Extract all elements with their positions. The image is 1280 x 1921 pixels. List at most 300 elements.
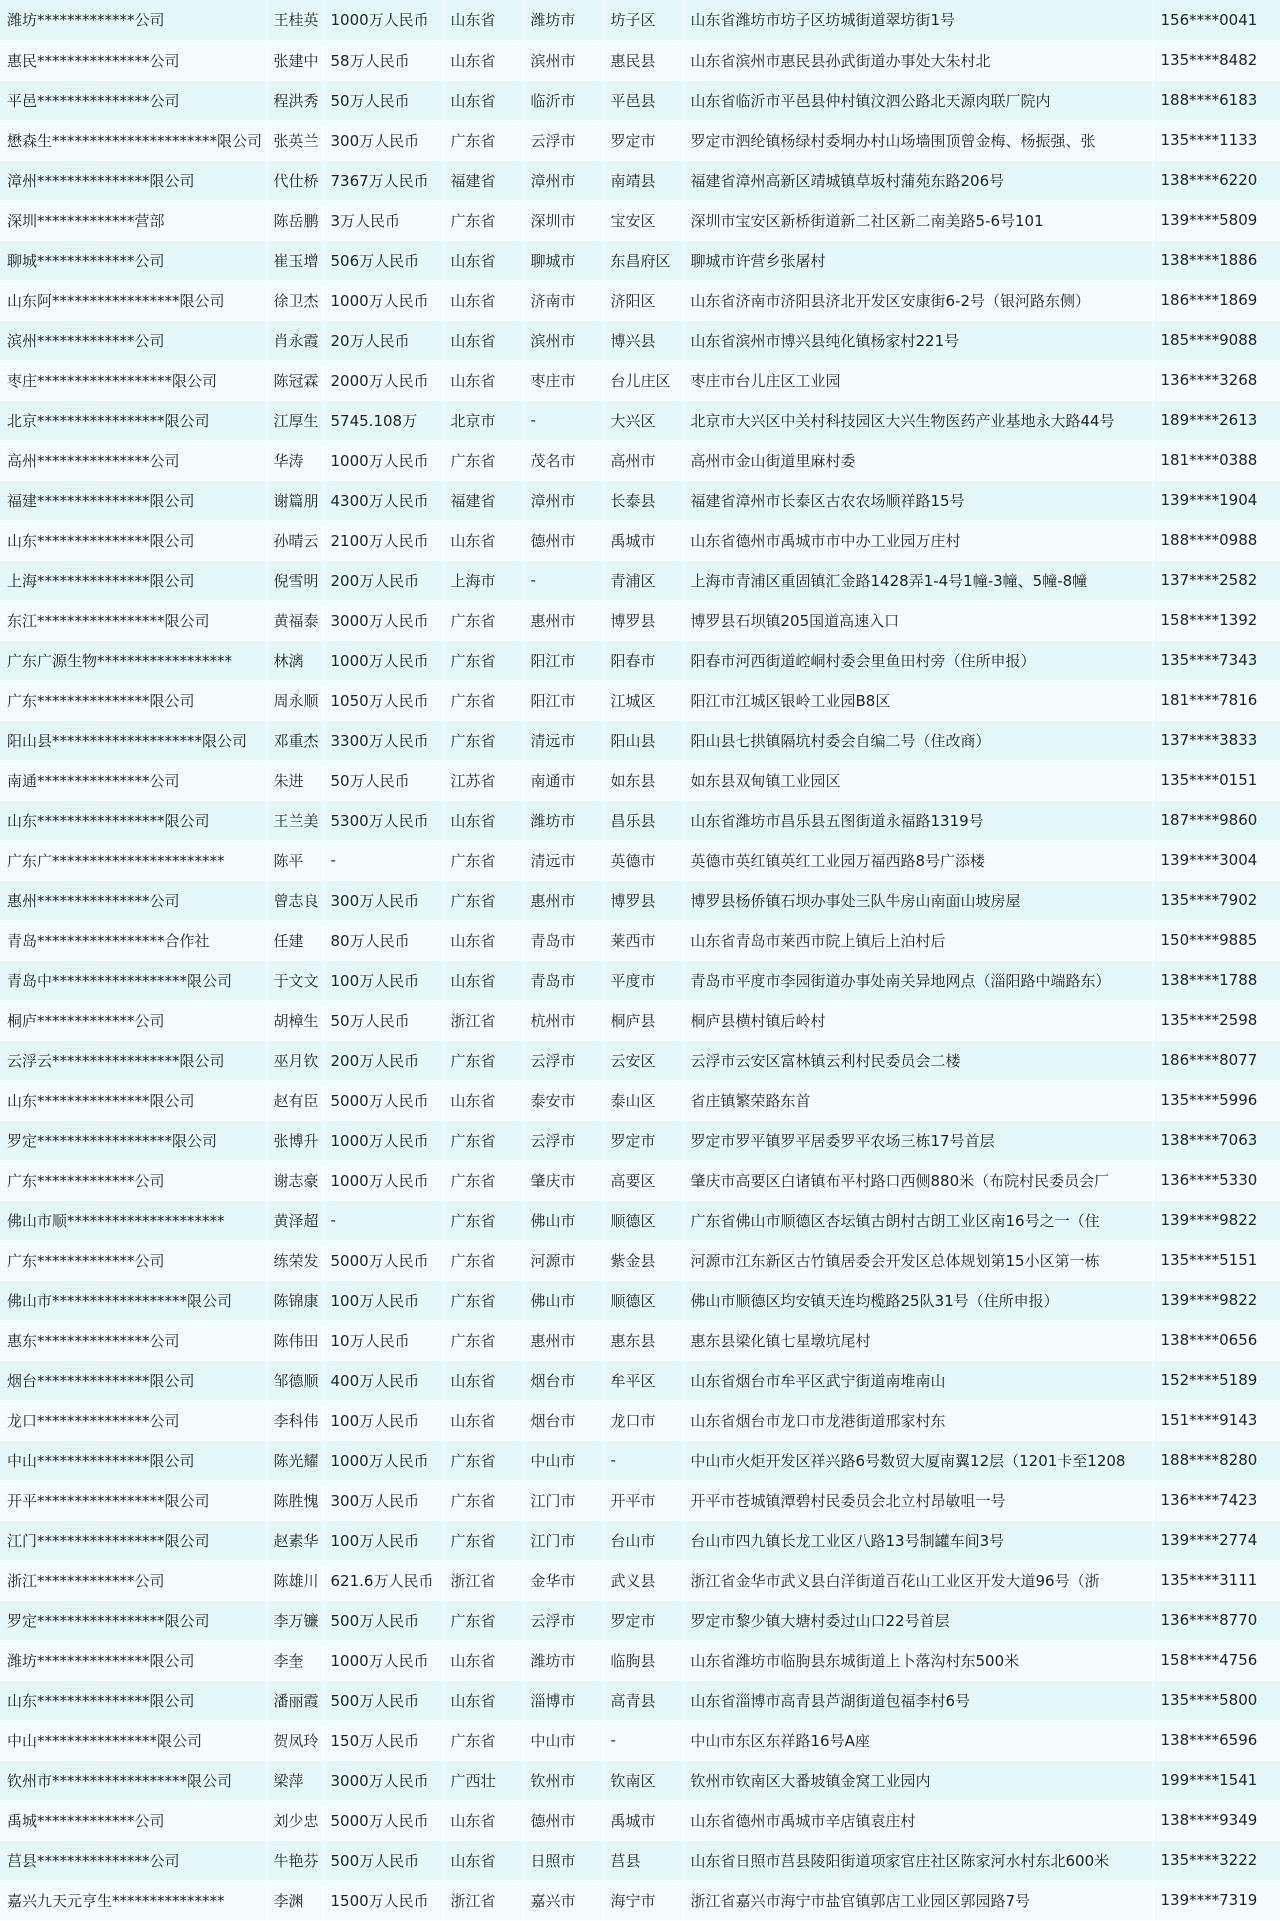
address-cell: 钦州市钦南区大番坡镇金窝工业园内 xyxy=(683,1760,1153,1800)
legal-rep-cell: 贺凤玲 xyxy=(266,1720,323,1760)
company-name-cell: 平邑***************公司 xyxy=(0,80,266,120)
address-cell: 台山市四九镇长龙工业区八路13号制罐车间3号 xyxy=(683,1520,1153,1560)
province-cell: 浙江省 xyxy=(443,1560,523,1600)
district-cell: 龙口市 xyxy=(603,1400,683,1440)
table-row xyxy=(0,1360,1280,1400)
phone-cell: 150****9885 xyxy=(1153,920,1280,960)
phone-cell: 188****0988 xyxy=(1153,520,1280,560)
province-cell: 广东省 xyxy=(443,1720,523,1760)
city-cell: 杭州市 xyxy=(523,1000,603,1040)
province-cell: 山东省 xyxy=(443,1080,523,1120)
company-name-cell: 广东***************限公司 xyxy=(0,680,266,720)
district-cell: 罗定市 xyxy=(603,1600,683,1640)
province-cell: 山东省 xyxy=(443,360,523,400)
address-cell: 北京市大兴区中关村科技园区大兴生物医药产业基地永大路44号 xyxy=(683,400,1153,440)
city-cell: 烟台市 xyxy=(523,1360,603,1400)
province-cell: 山东省 xyxy=(443,1800,523,1840)
registered-capital-cell: 4300万人民币 xyxy=(323,480,443,520)
address-cell: 博罗县石坝镇205国道高速入口 xyxy=(683,600,1153,640)
table-row xyxy=(0,320,1280,360)
legal-rep-cell: 赵有臣 xyxy=(266,1080,323,1120)
phone-cell: 137****3833 xyxy=(1153,720,1280,760)
city-cell: 青岛市 xyxy=(523,960,603,1000)
company-name-cell: 佛山市顺********************* xyxy=(0,1200,266,1240)
registered-capital-cell: 7367万人民币 xyxy=(323,160,443,200)
table-row xyxy=(0,680,1280,720)
province-cell: 广东省 xyxy=(443,1040,523,1080)
phone-cell: 135****1133 xyxy=(1153,120,1280,160)
district-cell: 莱西市 xyxy=(603,920,683,960)
province-cell: 上海市 xyxy=(443,560,523,600)
table-row xyxy=(0,720,1280,760)
province-cell: 广东省 xyxy=(443,1520,523,1560)
province-cell: 广东省 xyxy=(443,1280,523,1320)
company-name-cell: 桐庐*************公司 xyxy=(0,1000,266,1040)
registered-capital-cell: 506万人民币 xyxy=(323,240,443,280)
province-cell: 山东省 xyxy=(443,40,523,80)
phone-cell: 136****5330 xyxy=(1153,1160,1280,1200)
legal-rep-cell: 曾志良 xyxy=(266,880,323,920)
company-name-cell: 滨州*************公司 xyxy=(0,320,266,360)
phone-cell: 135****5800 xyxy=(1153,1680,1280,1720)
city-cell: 淄博市 xyxy=(523,1680,603,1720)
legal-rep-cell: 朱进 xyxy=(266,760,323,800)
city-cell: 日照市 xyxy=(523,1840,603,1880)
district-cell: 惠民县 xyxy=(603,40,683,80)
province-cell: 福建省 xyxy=(443,160,523,200)
registered-capital-cell: 3000万人民币 xyxy=(323,1760,443,1800)
province-cell: 山东省 xyxy=(443,280,523,320)
city-cell: 漳州市 xyxy=(523,480,603,520)
district-cell: 开平市 xyxy=(603,1480,683,1520)
legal-rep-cell: 华涛 xyxy=(266,440,323,480)
legal-rep-cell: 邹德顺 xyxy=(266,1360,323,1400)
legal-rep-cell: 邓重杰 xyxy=(266,720,323,760)
city-cell: 云浮市 xyxy=(523,120,603,160)
registered-capital-cell: 200万人民币 xyxy=(323,1040,443,1080)
table-row xyxy=(0,1800,1280,1840)
city-cell: 泰安市 xyxy=(523,1080,603,1120)
address-cell: 罗定市泗纶镇杨绿村委垌办村山场墙围顶曾金梅、杨振强、张 xyxy=(683,120,1153,160)
city-cell: 济南市 xyxy=(523,280,603,320)
address-cell: 肇庆市高要区白诸镇布平村路口西侧880米（布院村民委员会厂 xyxy=(683,1160,1153,1200)
registered-capital-cell: 1000万人民币 xyxy=(323,0,443,40)
city-cell: 中山市 xyxy=(523,1440,603,1480)
table-row xyxy=(0,1480,1280,1520)
district-cell: 昌乐县 xyxy=(603,800,683,840)
city-cell: 德州市 xyxy=(523,520,603,560)
province-cell: 广东省 xyxy=(443,680,523,720)
address-cell: 枣庄市台儿庄区工业园 xyxy=(683,360,1153,400)
city-cell: 德州市 xyxy=(523,1800,603,1840)
company-name-cell: 潍坊*************公司 xyxy=(0,0,266,40)
company-name-cell: 开平*****************限公司 xyxy=(0,1480,266,1520)
registered-capital-cell: 1000万人民币 xyxy=(323,1160,443,1200)
table-row xyxy=(0,1040,1280,1080)
district-cell: 紫金县 xyxy=(603,1240,683,1280)
registered-capital-cell: 5000万人民币 xyxy=(323,1240,443,1280)
district-cell: 临朐县 xyxy=(603,1640,683,1680)
legal-rep-cell: 张博升 xyxy=(266,1120,323,1160)
phone-cell: 139****5809 xyxy=(1153,200,1280,240)
company-name-cell: 中山***************限公司 xyxy=(0,1440,266,1480)
address-cell: 罗定市罗平镇罗平居委罗平农场三栋17号首层 xyxy=(683,1120,1153,1160)
district-cell: 海宁市 xyxy=(603,1880,683,1920)
company-name-cell: 聊城*************公司 xyxy=(0,240,266,280)
district-cell: 高青县 xyxy=(603,1680,683,1720)
legal-rep-cell: 陈伟田 xyxy=(266,1320,323,1360)
address-cell: 山东省德州市禹城市市中办工业园万庄村 xyxy=(683,520,1153,560)
province-cell: 广东省 xyxy=(443,880,523,920)
registered-capital-cell: 1050万人民币 xyxy=(323,680,443,720)
table-row xyxy=(0,520,1280,560)
district-cell: 大兴区 xyxy=(603,400,683,440)
city-cell: 佛山市 xyxy=(523,1280,603,1320)
phone-cell: 158****4756 xyxy=(1153,1640,1280,1680)
address-cell: 广东省佛山市顺德区杏坛镇古朗村古朗工业区南16号之一（住 xyxy=(683,1200,1153,1240)
registered-capital-cell: 500万人民币 xyxy=(323,1680,443,1720)
district-cell: 博罗县 xyxy=(603,880,683,920)
registered-capital-cell: 100万人民币 xyxy=(323,960,443,1000)
registered-capital-cell: 2100万人民币 xyxy=(323,520,443,560)
province-cell: 广东省 xyxy=(443,1240,523,1280)
address-cell: 山东省潍坊市临朐县东城街道上卜落沟村东500米 xyxy=(683,1640,1153,1680)
city-cell: 惠州市 xyxy=(523,600,603,640)
company-name-cell: 青岛*****************合作社 xyxy=(0,920,266,960)
city-cell: 潍坊市 xyxy=(523,800,603,840)
district-cell: 禹城市 xyxy=(603,520,683,560)
company-name-cell: 广东广*********************** xyxy=(0,840,266,880)
table-row xyxy=(0,640,1280,680)
company-name-cell: 青岛中******************限公司 xyxy=(0,960,266,1000)
table-row xyxy=(0,1240,1280,1280)
phone-cell: 199****1541 xyxy=(1153,1760,1280,1800)
table-row xyxy=(0,440,1280,480)
phone-cell: 138****1788 xyxy=(1153,960,1280,1000)
legal-rep-cell: 胡樟生 xyxy=(266,1000,323,1040)
legal-rep-cell: 任建 xyxy=(266,920,323,960)
registered-capital-cell: 50万人民币 xyxy=(323,1000,443,1040)
city-cell: 聊城市 xyxy=(523,240,603,280)
company-name-cell: 潍坊***************限公司 xyxy=(0,1640,266,1680)
table-row xyxy=(0,1440,1280,1480)
table-row xyxy=(0,240,1280,280)
phone-cell: 187****9860 xyxy=(1153,800,1280,840)
company-name-cell: 懋森生**********************限公司 xyxy=(0,120,266,160)
district-cell: 如东县 xyxy=(603,760,683,800)
province-cell: 北京市 xyxy=(443,400,523,440)
province-cell: 山东省 xyxy=(443,1840,523,1880)
address-cell: 山东省青岛市莱西市院上镇后上泊村后 xyxy=(683,920,1153,960)
city-cell: 烟台市 xyxy=(523,1400,603,1440)
phone-cell: 139****3004 xyxy=(1153,840,1280,880)
legal-rep-cell: 黄泽超 xyxy=(266,1200,323,1240)
city-cell: 云浮市 xyxy=(523,1600,603,1640)
company-name-cell: 枣庄******************限公司 xyxy=(0,360,266,400)
legal-rep-cell: 陈光耀 xyxy=(266,1440,323,1480)
registered-capital-cell: 2000万人民币 xyxy=(323,360,443,400)
company-name-cell: 烟台***************限公司 xyxy=(0,1360,266,1400)
address-cell: 如东县双甸镇工业园区 xyxy=(683,760,1153,800)
province-cell: 山东省 xyxy=(443,1400,523,1440)
phone-cell: 139****9822 xyxy=(1153,1280,1280,1320)
legal-rep-cell: 陈胜愧 xyxy=(266,1480,323,1520)
province-cell: 广东省 xyxy=(443,120,523,160)
city-cell: - xyxy=(523,560,603,600)
province-cell: 广东省 xyxy=(443,600,523,640)
company-name-cell: 嘉兴九天元亨生*************** xyxy=(0,1880,266,1920)
legal-rep-cell: 于文文 xyxy=(266,960,323,1000)
registered-capital-cell: 100万人民币 xyxy=(323,1400,443,1440)
district-cell: 罗定市 xyxy=(603,120,683,160)
province-cell: 山东省 xyxy=(443,960,523,1000)
province-cell: 广东省 xyxy=(443,1600,523,1640)
address-cell: 阳春市河西街道崆峒村委会里鱼田村旁（住所申报） xyxy=(683,640,1153,680)
table-row xyxy=(0,840,1280,880)
city-cell: 肇庆市 xyxy=(523,1160,603,1200)
phone-cell: 135****2598 xyxy=(1153,1000,1280,1040)
province-cell: 山东省 xyxy=(443,920,523,960)
table-row xyxy=(0,1160,1280,1200)
legal-rep-cell: 代仕桥 xyxy=(266,160,323,200)
table-row xyxy=(0,1760,1280,1800)
legal-rep-cell: 牛艳芬 xyxy=(266,1840,323,1880)
province-cell: 广东省 xyxy=(443,720,523,760)
province-cell: 广东省 xyxy=(443,640,523,680)
phone-cell: 188****8280 xyxy=(1153,1440,1280,1480)
phone-cell: 135****7343 xyxy=(1153,640,1280,680)
district-cell: 泰山区 xyxy=(603,1080,683,1120)
legal-rep-cell: 程洪秀 xyxy=(266,80,323,120)
district-cell: - xyxy=(603,1440,683,1480)
phone-cell: 136****8770 xyxy=(1153,1600,1280,1640)
province-cell: 广东省 xyxy=(443,1440,523,1480)
legal-rep-cell: 李万镰 xyxy=(266,1600,323,1640)
company-name-cell: 上海***************限公司 xyxy=(0,560,266,600)
district-cell: 英德市 xyxy=(603,840,683,880)
company-name-cell: 北京*****************限公司 xyxy=(0,400,266,440)
city-cell: 惠州市 xyxy=(523,880,603,920)
province-cell: 浙江省 xyxy=(443,1000,523,1040)
registered-capital-cell: 3000万人民币 xyxy=(323,600,443,640)
phone-cell: 135****5151 xyxy=(1153,1240,1280,1280)
registered-capital-cell: 3300万人民币 xyxy=(323,720,443,760)
legal-rep-cell: 谢志豪 xyxy=(266,1160,323,1200)
city-cell: 金华市 xyxy=(523,1560,603,1600)
city-cell: 河源市 xyxy=(523,1240,603,1280)
company-name-cell: 漳州***************限公司 xyxy=(0,160,266,200)
company-name-cell: 广东广源生物****************** xyxy=(0,640,266,680)
company-name-cell: 广东*************公司 xyxy=(0,1240,266,1280)
registered-capital-cell: 5745.108万 xyxy=(323,400,443,440)
district-cell: 长泰县 xyxy=(603,480,683,520)
province-cell: 山东省 xyxy=(443,1360,523,1400)
city-cell: 滨州市 xyxy=(523,40,603,80)
address-cell: 中山市火炬开发区祥兴路6号数贸大厦南翼12层（1201卡至1208 xyxy=(683,1440,1153,1480)
district-cell: 桐庐县 xyxy=(603,1000,683,1040)
phone-cell: 181****7816 xyxy=(1153,680,1280,720)
city-cell: 潍坊市 xyxy=(523,0,603,40)
address-cell: 阳山县七拱镇隔坑村委会自编二号（住改商） xyxy=(683,720,1153,760)
registered-capital-cell: 300万人民币 xyxy=(323,880,443,920)
registered-capital-cell: 1000万人民币 xyxy=(323,1640,443,1680)
phone-cell: 138****0656 xyxy=(1153,1320,1280,1360)
company-name-cell: 广东*************公司 xyxy=(0,1160,266,1200)
table-row xyxy=(0,280,1280,320)
address-cell: 山东省滨州市博兴县纯化镇杨家村221号 xyxy=(683,320,1153,360)
registered-capital-cell: 5000万人民币 xyxy=(323,1080,443,1120)
province-cell: 山东省 xyxy=(443,320,523,360)
table-row xyxy=(0,400,1280,440)
company-name-cell: 惠民***************公司 xyxy=(0,40,266,80)
city-cell: 临沂市 xyxy=(523,80,603,120)
phone-cell: 135****3111 xyxy=(1153,1560,1280,1600)
district-cell: 博兴县 xyxy=(603,320,683,360)
district-cell: 平度市 xyxy=(603,960,683,1000)
district-cell: 东昌府区 xyxy=(603,240,683,280)
table-row xyxy=(0,1560,1280,1600)
table-row xyxy=(0,360,1280,400)
province-cell: 广东省 xyxy=(443,200,523,240)
city-cell: 江门市 xyxy=(523,1520,603,1560)
district-cell: 台儿庄区 xyxy=(603,360,683,400)
company-name-cell: 钦州市******************限公司 xyxy=(0,1760,266,1800)
address-cell: 桐庐县横村镇后岭村 xyxy=(683,1000,1153,1040)
legal-rep-cell: 潘丽霞 xyxy=(266,1680,323,1720)
legal-rep-cell: 陈锦康 xyxy=(266,1280,323,1320)
district-cell: 阳山县 xyxy=(603,720,683,760)
city-cell: 茂名市 xyxy=(523,440,603,480)
company-name-cell: 云浮云*****************限公司 xyxy=(0,1040,266,1080)
address-cell: 山东省德州市禹城市辛店镇袁庄村 xyxy=(683,1800,1153,1840)
city-cell: 漳州市 xyxy=(523,160,603,200)
city-cell: 江门市 xyxy=(523,1480,603,1520)
province-cell: 山东省 xyxy=(443,1680,523,1720)
address-cell: 山东省济南市济阳县济北开发区安康街6-2号（银河路东侧） xyxy=(683,280,1153,320)
registered-capital-cell: 621.6万人民币 xyxy=(323,1560,443,1600)
address-cell: 高州市金山街道里麻村委 xyxy=(683,440,1153,480)
legal-rep-cell: 王桂英 xyxy=(266,0,323,40)
legal-rep-cell: 刘少忠 xyxy=(266,1800,323,1840)
district-cell: 莒县 xyxy=(603,1840,683,1880)
registered-capital-cell: 150万人民币 xyxy=(323,1720,443,1760)
address-cell: 河源市江东新区古竹镇居委会开发区总体规划第15小区第一栋 xyxy=(683,1240,1153,1280)
city-cell: 枣庄市 xyxy=(523,360,603,400)
legal-rep-cell: 黄福泰 xyxy=(266,600,323,640)
district-cell: 惠东县 xyxy=(603,1320,683,1360)
district-cell: 坊子区 xyxy=(603,0,683,40)
legal-rep-cell: 陈雄川 xyxy=(266,1560,323,1600)
registered-capital-cell: 300万人民币 xyxy=(323,120,443,160)
address-cell: 佛山市顺德区均安镇天连均榄路25队31号（住所申报） xyxy=(683,1280,1153,1320)
registered-capital-cell: 100万人民币 xyxy=(323,1280,443,1320)
city-cell: 惠州市 xyxy=(523,1320,603,1360)
registered-capital-cell: 1000万人民币 xyxy=(323,280,443,320)
phone-cell: 139****7319 xyxy=(1153,1880,1280,1920)
province-cell: 广东省 xyxy=(443,1120,523,1160)
province-cell: 广东省 xyxy=(443,1320,523,1360)
district-cell: 牟平区 xyxy=(603,1360,683,1400)
province-cell: 山东省 xyxy=(443,80,523,120)
registered-capital-cell: - xyxy=(323,1200,443,1240)
address-cell: 山东省淄博市高青县芦湖街道包福李村6号 xyxy=(683,1680,1153,1720)
legal-rep-cell: 梁萍 xyxy=(266,1760,323,1800)
district-cell: 高要区 xyxy=(603,1160,683,1200)
address-cell: 深圳市宝安区新桥街道新二社区新二南美路5-6号101 xyxy=(683,200,1153,240)
table-row xyxy=(0,1720,1280,1760)
registered-capital-cell: 50万人民币 xyxy=(323,80,443,120)
phone-cell: 151****9143 xyxy=(1153,1400,1280,1440)
district-cell: 青浦区 xyxy=(603,560,683,600)
legal-rep-cell: 江厚生 xyxy=(266,400,323,440)
phone-cell: 136****3268 xyxy=(1153,360,1280,400)
address-cell: 山东省潍坊市昌乐县五图街道永福路1319号 xyxy=(683,800,1153,840)
city-cell: 青岛市 xyxy=(523,920,603,960)
province-cell: 福建省 xyxy=(443,480,523,520)
registered-capital-cell: 3万人民币 xyxy=(323,200,443,240)
district-cell: 武义县 xyxy=(603,1560,683,1600)
table-row xyxy=(0,0,1280,40)
phone-cell: 135****3222 xyxy=(1153,1840,1280,1880)
address-cell: 山东省烟台市牟平区武宁街道南堆南山 xyxy=(683,1360,1153,1400)
city-cell: 佛山市 xyxy=(523,1200,603,1240)
registered-capital-cell: 50万人民币 xyxy=(323,760,443,800)
legal-rep-cell: 周永顺 xyxy=(266,680,323,720)
district-cell: 云安区 xyxy=(603,1040,683,1080)
registered-capital-cell: 5300万人民币 xyxy=(323,800,443,840)
legal-rep-cell: 王兰美 xyxy=(266,800,323,840)
table-row xyxy=(0,800,1280,840)
table-row xyxy=(0,200,1280,240)
company-name-cell: 中山****************限公司 xyxy=(0,1720,266,1760)
phone-cell: 138****9349 xyxy=(1153,1800,1280,1840)
legal-rep-cell: 陈岳鹏 xyxy=(266,200,323,240)
address-cell: 聊城市许营乡张屠村 xyxy=(683,240,1153,280)
table-row xyxy=(0,1080,1280,1120)
address-cell: 省庄镇繁荣路东首 xyxy=(683,1080,1153,1120)
province-cell: 浙江省 xyxy=(443,1880,523,1920)
registered-capital-cell: 5000万人民币 xyxy=(323,1800,443,1840)
district-cell: 济阳区 xyxy=(603,280,683,320)
legal-rep-cell: 张建中 xyxy=(266,40,323,80)
address-cell: 福建省漳州市长泰区古农农场顺祥路15号 xyxy=(683,480,1153,520)
phone-cell: 181****0388 xyxy=(1153,440,1280,480)
phone-cell: 137****2582 xyxy=(1153,560,1280,600)
table-row xyxy=(0,1640,1280,1680)
legal-rep-cell: 赵素华 xyxy=(266,1520,323,1560)
table-row xyxy=(0,80,1280,120)
city-cell: 云浮市 xyxy=(523,1040,603,1080)
phone-cell: 139****2774 xyxy=(1153,1520,1280,1560)
company-name-cell: 山东阿*****************限公司 xyxy=(0,280,266,320)
city-cell: 阳江市 xyxy=(523,640,603,680)
province-cell: 广东省 xyxy=(443,440,523,480)
province-cell: 广西壮 xyxy=(443,1760,523,1800)
registered-capital-cell: 400万人民币 xyxy=(323,1360,443,1400)
phone-cell: 185****9088 xyxy=(1153,320,1280,360)
province-cell: 山东省 xyxy=(443,1640,523,1680)
company-name-cell: 南通***************公司 xyxy=(0,760,266,800)
address-cell: 山东省日照市莒县陵阳街道项家官庄社区陈家河水村东北600米 xyxy=(683,1840,1153,1880)
registered-capital-cell: 20万人民币 xyxy=(323,320,443,360)
address-cell: 阳江市江城区银岭工业园B8区 xyxy=(683,680,1153,720)
phone-cell: 138****6596 xyxy=(1153,1720,1280,1760)
address-cell: 惠东县梁化镇七星墩坑尾村 xyxy=(683,1320,1153,1360)
company-name-cell: 山东***************限公司 xyxy=(0,520,266,560)
table-row xyxy=(0,920,1280,960)
province-cell: 广东省 xyxy=(443,1480,523,1520)
company-name-cell: 福建***************限公司 xyxy=(0,480,266,520)
